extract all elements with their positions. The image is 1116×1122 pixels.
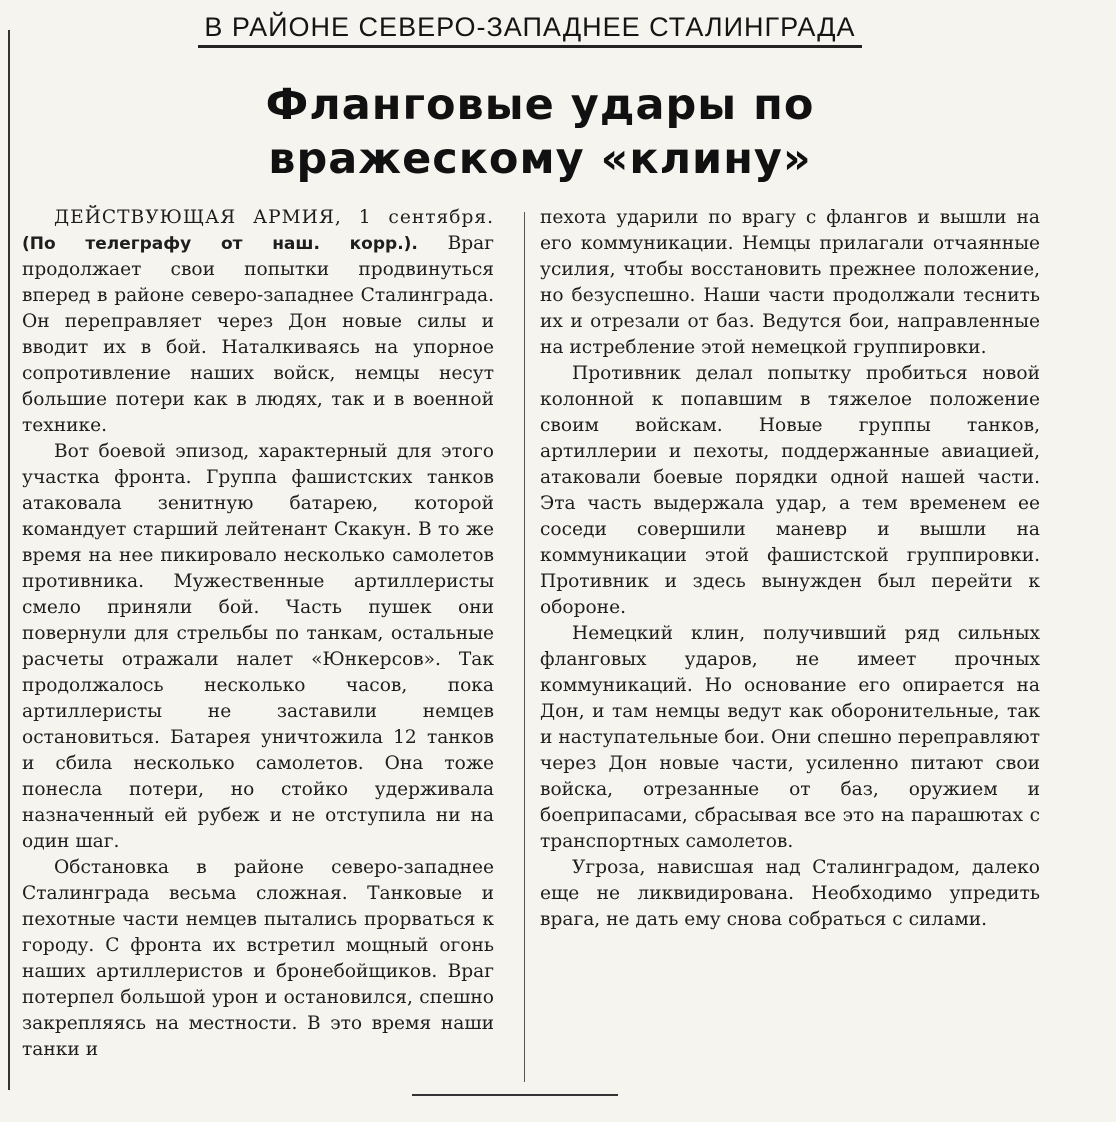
article-end-rule — [412, 1094, 618, 1096]
article-headline — [120, 78, 960, 186]
article-column-left — [22, 205, 494, 1063]
headline-line-2: вражескому «клину» — [268, 134, 812, 184]
article-paragraph-2: Вот боевой эпизод, характерный для этого участка фронта. Группа фашистских танков атаковала зенитную батарею, которой командует старший лейтенант Скакун. В то же время на нее пикировало несколько самолетов противника. Мужественные артиллеристы смело приняли бой. Часть пушек они повернули для стрельбы по танкам, остальные расчеты отражали налет «Юнкерсов». Так продолжалось несколько часов, пока артиллеристы не заставили немцев остановиться. Батарея уничтожила 12 танков и сбила несколько самолетов. Она тоже понесла потери, но стойко удерживала назначенный ей рубеж и не отступила ни на один шаг. — [22, 441, 494, 852]
column-divider — [524, 212, 525, 1082]
page-edge-rule — [8, 30, 10, 1090]
article-paragraph-5: Немецкий клин, получивший ряд сильных фланговых ударов, не имеет прочных коммуникаций. Но основание его опирается на Дон, и там немцы ведут как оборонительные, так и наступательные бои. Они спешно переправляют через Дон новые части, усиленно питают свои войска, отрезанные от баз, оружием и боеприпасами, сбрасывая все это на парашютах с транспортных самолетов. — [540, 623, 1040, 852]
dateline: ДЕЙСТВУЮЩАЯ АРМИЯ, 1 сентября. — [54, 207, 494, 228]
article-paragraph-4: Противник делал попытку пробиться новой колонной к попавшим в тяжелое положение своим войскам. Новые группы танков, артиллерии и пехоты, поддержанные авиацией, атаковали боевые порядки одной нашей части. Эта часть выдержала удар, а тем временем ее соседи совершили маневр и вышли на коммуникации этой фашистской группировки. Противник и здесь вынужден был перейти к обороне. — [540, 363, 1040, 618]
article-column-right — [540, 205, 1040, 933]
rubric-header — [150, 12, 910, 48]
article-paragraph-3: Обстановка в районе северо-западнее Сталинграда весьма сложная. Танковые и пехотные части немцев пытались прорваться к городу. С фронта их встретил мощный огонь наших артиллеристов и бронебойщиков. Враг потерпел большой урон и остановился, спешно закрепляясь на местности. В это время наши танки и — [22, 857, 494, 1060]
paragraph-1-text: Враг продолжает свои попытки продвинуться вперед в районе северо-западнее Сталинграда. Он переправляет через Дон новые силы и вводит их в бой. Наталкиваясь на упорное сопротивление наших войск, немцы несут большие потери как в людях, так и в военной технике. — [22, 233, 494, 436]
headline-line-1: Фланговые удары по — [265, 80, 815, 130]
article-paragraph-1 — [22, 205, 494, 439]
byline-source: (По телеграфу от наш. корр.). — [22, 234, 418, 254]
article-paragraph-3-continued: пехота ударили по врагу с флангов и вышли на его коммуникации. Немцы прилагали отчаянные усилия, чтобы восстановить прежнее положение, но безуспешно. Наши части продолжали теснить их и отрезали от баз. Ведутся бои, направленные на истребление этой немецкой группировки. — [540, 207, 1040, 358]
rubric-text: В РАЙОНЕ СЕВЕРО-ЗАПАДНЕЕ СТАЛИНГРАДА — [198, 12, 861, 48]
article-paragraph-6: Угроза, нависшая над Сталинградом, далеко еще не ликвидирована. Необходимо упредить врага, не дать ему снова собраться с силами. — [540, 857, 1040, 930]
